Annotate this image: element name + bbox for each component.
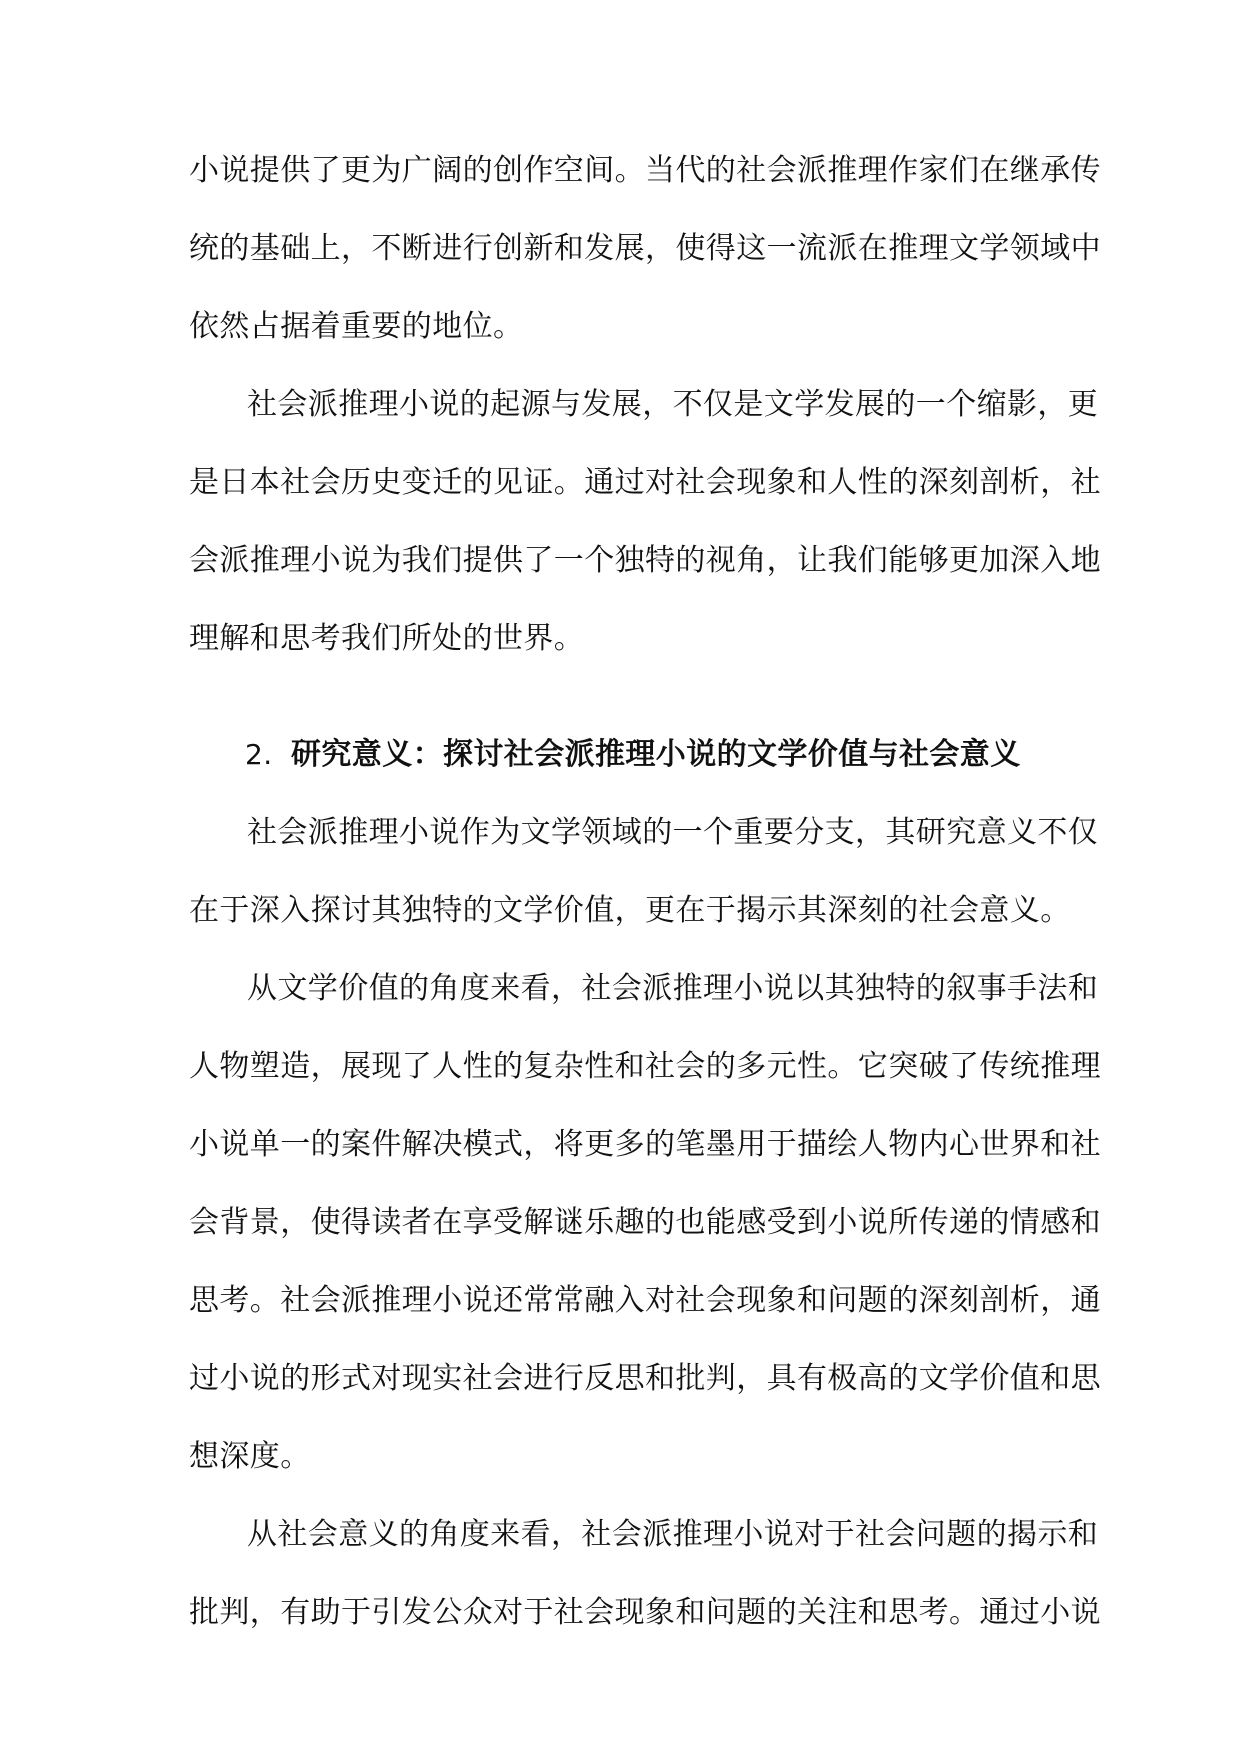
text-line: 社会派推理小说的起源与发展，不仅是文学发展的一个缩影，更 (247, 387, 1099, 422)
section-gap (189, 678, 1051, 716)
section-heading (189, 716, 1051, 794)
text-line: 依然占据着重要的地位。 (189, 309, 524, 344)
text-line: 会派推理小说为我们提供了一个独特的视角，让我们能够更加深入地 (189, 543, 1101, 578)
text-line: 理解和思考我们所处的世界。 (189, 621, 585, 656)
document-body (189, 132, 1101, 1652)
text-line: 思考。社会派推理小说还常常融入对社会现象和问题的深刻剖析，通 (189, 1283, 1101, 1318)
text-line: 人物塑造，展现了人性的复杂性和社会的多元性。它突破了传统推理 (189, 1049, 1101, 1084)
paragraph (189, 366, 1101, 678)
paragraph (189, 794, 1099, 950)
text-line: 从社会意义的角度来看，社会派推理小说对于社会问题的揭示和 (247, 1517, 1099, 1552)
text-line: 会背景，使得读者在享受解谜乐趣的也能感受到小说所传递的情感和 (189, 1205, 1101, 1240)
text-line: 在于深入探讨其独特的文学价值，更在于揭示其深刻的社会意义。 (189, 893, 1071, 928)
text-line: 是日本社会历史变迁的见证。通过对社会现象和人性的深刻剖析，社 (189, 465, 1101, 500)
text-line: 批判，有助于引发公众对于社会现象和问题的关注和思考。通过小说 (189, 1595, 1101, 1630)
text-line: 小说提供了更为广阔的创作空间。当代的社会派推理作家们在继承传 (189, 153, 1101, 188)
text-line: 想深度。 (189, 1439, 311, 1474)
text-line: 过小说的形式对现实社会进行反思和批判，具有极高的文学价值和思 (189, 1361, 1101, 1396)
text-line: 统的基础上，不断进行创新和发展，使得这一流派在推理文学领域中 (189, 231, 1101, 266)
paragraph-continuation (189, 132, 1101, 366)
text-line: 从文学价值的角度来看，社会派推理小说以其独特的叙事手法和 (247, 971, 1099, 1006)
paragraph (189, 1496, 1101, 1652)
paragraph (189, 950, 1101, 1496)
text-line: 社会派推理小说作为文学领域的一个重要分支，其研究意义不仅 (247, 815, 1099, 850)
text-line: 小说单一的案件解决模式，将更多的笔墨用于描绘人物内心世界和社 (189, 1127, 1101, 1162)
section-number: 2. (245, 738, 273, 771)
section-title: 研究意义：探讨社会派推理小说的文学价值与社会意义 (291, 737, 1021, 772)
